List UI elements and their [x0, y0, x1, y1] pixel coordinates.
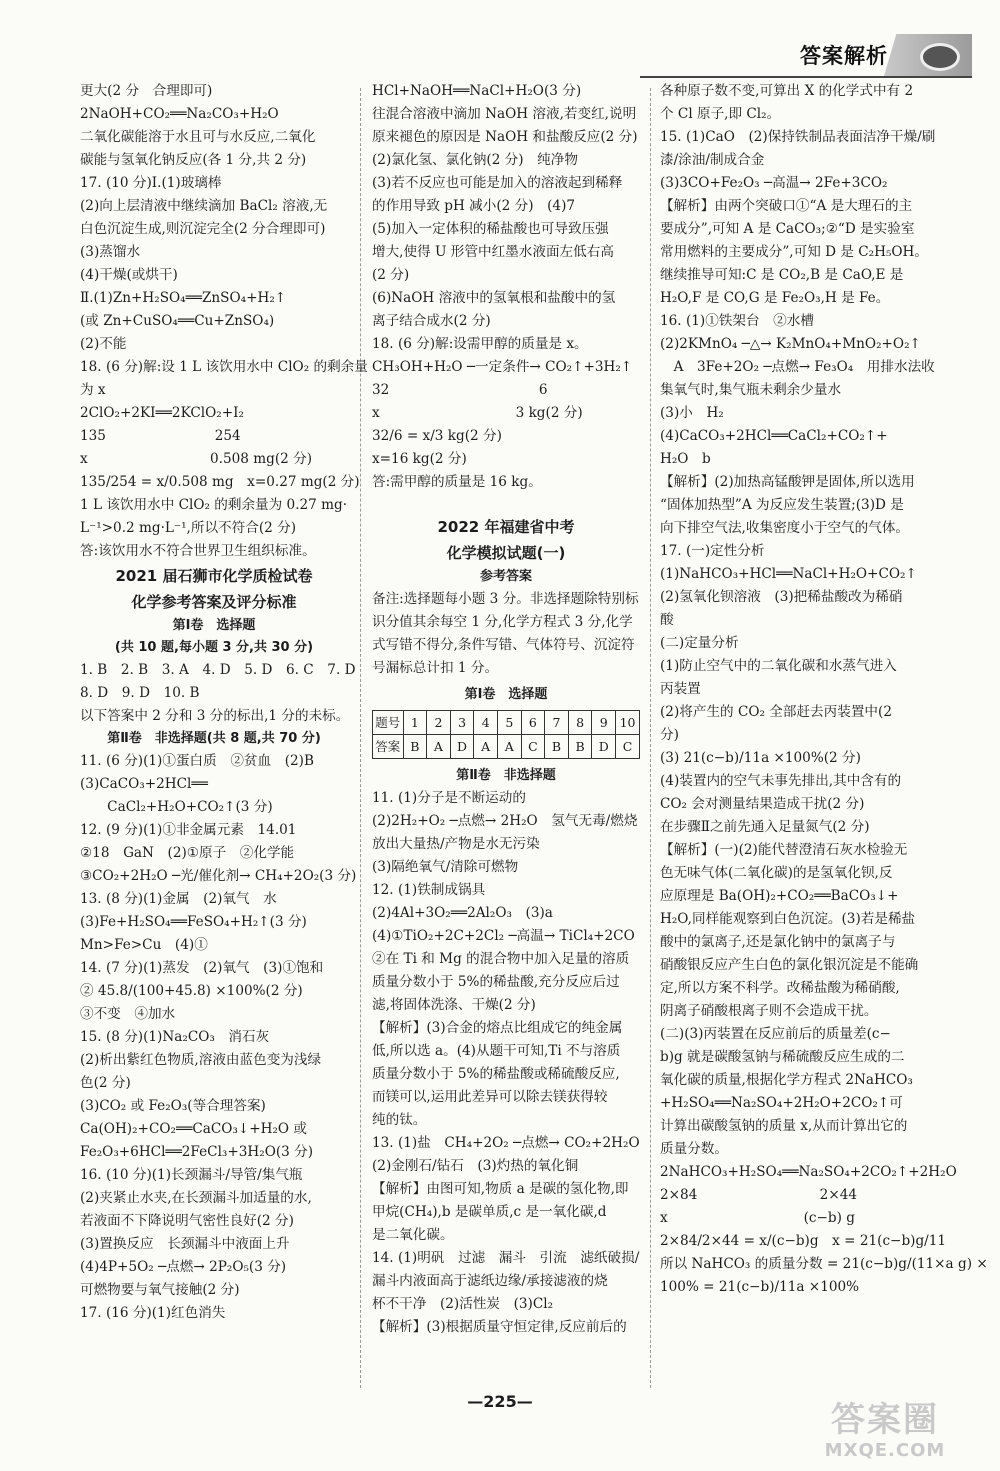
- text-line: ② 45.8/(100+45.8) ×100%(2 分): [80, 983, 303, 999]
- text-line: 向下排空气法,收集密度小于空气的气体。: [660, 520, 910, 536]
- table-head-question: 题号: [373, 711, 404, 735]
- text-line: (4)干燥(或烘干): [80, 267, 178, 283]
- text-line: ③不变 ④加水: [80, 1006, 176, 1022]
- text-line: 色(2 分): [80, 1075, 131, 1091]
- text-line: 12. (1)铁制成锅具: [372, 882, 486, 898]
- answer-cell: D: [592, 735, 616, 759]
- text-line: 1. B 2. B 3. A 4. D 5. D 6. C 7. D: [80, 662, 356, 678]
- text-line: A 3Fe+2O₂ ─点燃→ Fe₃O₄ 用排水法收: [660, 359, 935, 375]
- text-line: Ca(OH)₂+CO₂══CaCO₃↓+H₂O 或: [80, 1121, 307, 1137]
- text-line: 质量分数。: [660, 1141, 728, 1157]
- column-middle-bottom: [372, 787, 640, 1339]
- question-number-cell: 7: [545, 711, 569, 735]
- text-line: H₂O b: [660, 451, 711, 467]
- text-line: (4)装置内的空气未事先排出,其中含有的: [660, 773, 902, 789]
- text-line: (2)4Al+3O₂══2Al₂O₃ (3)a: [372, 905, 553, 921]
- text-line: (5)加入一定体积的稀盐酸也可导致压强: [372, 221, 609, 237]
- text-line: 2NaOH+CO₂══Na₂CO₃+H₂O: [80, 106, 279, 122]
- text-line: 甲烷(CH₄),b 是碳单质,c 是一氧化碳,d: [372, 1204, 607, 1220]
- text-line: 离子结合成水(2 分): [372, 313, 491, 329]
- text-line: (二)(3)丙装置在反应前后的质量差(c−: [660, 1026, 891, 1042]
- text-line: 【解析】(2)加热高锰酸钾是固体,所以选用: [660, 474, 915, 490]
- text-line: 32 6: [372, 382, 548, 398]
- question-number-cell: 2: [427, 711, 451, 735]
- text-line: 8. D 9. D 10. B: [80, 685, 200, 701]
- text-line: 135/254 = x/0.508 mg x=0.27 mg(2 分): [80, 474, 360, 490]
- text-line: x=16 kg(2 分): [372, 451, 467, 467]
- text-line: Fe₂O₃+6HCl══2FeCl₃+3H₂O(3 分): [80, 1144, 314, 1160]
- text-line: 酸: [660, 612, 674, 628]
- text-line: 滤,将固体洗涤、干燥(2 分): [372, 997, 536, 1013]
- text-line: 13. (1)盐 CH₄+2O₂ ─点燃→ CO₂+2H₂O: [372, 1135, 640, 1151]
- text-line: 氧化碳的质量,根据化学方程式 2NaHCO₃: [660, 1072, 913, 1088]
- text-line: 135 254: [80, 428, 241, 444]
- question-number-cell: 10: [616, 711, 640, 735]
- question-number-cell: 9: [592, 711, 616, 735]
- text-line: 100% = 21(c−b)/11a ×100%: [660, 1279, 860, 1295]
- text-line: (4)CaCO₃+2HCl══CaCl₂+CO₂↑+: [660, 428, 888, 444]
- text-line: (3)CaCO₃+2HCl══: [80, 776, 208, 792]
- text-line: (2)氢氧化钡溶液 (3)把稀盐酸改为稀硝: [660, 589, 903, 605]
- text-line: 杯不干净 (2)活性炭 (3)Cl₂: [372, 1296, 554, 1312]
- text-line: (或 Zn+CuSO₄══Cu+ZnSO₄): [80, 313, 275, 329]
- text-line: (共 10 题,每小题 3 分,共 30 分): [114, 640, 314, 655]
- watermark-logo: 答案圈 MXQE.COM: [824, 1400, 946, 1461]
- text-line: (2)金刚石/钻石 (3)灼热的氧化铜: [372, 1158, 579, 1174]
- column-middle-top: [372, 80, 640, 494]
- text-line: Ⅱ.(1)Zn+H₂SO₄══ZnSO₄+H₂↑: [80, 290, 287, 306]
- text-line: (2)不能: [80, 336, 127, 352]
- text-line: 要成分”,可知 A 是 CaCO₃;②“D 是实验室: [660, 221, 915, 237]
- text-line: 应原理是 Ba(OH)₂+CO₂══BaCO₃↓+: [660, 888, 899, 904]
- question-number-cell: 8: [568, 711, 592, 735]
- text-line: 各种原子数不变,可算出 X 的化学式中有 2: [660, 83, 914, 99]
- text-line: Mn>Fe>Cu (4)①: [80, 937, 208, 953]
- text-line: 往混合溶液中滴加 NaOH 溶液,若变红,说明: [372, 106, 637, 122]
- text-line: 常用燃料的主要成分”,可知 D 是 C₂H₅OH。: [660, 244, 929, 260]
- text-line: 【解析】(3)合金的熔点比组成它的纯金属: [372, 1020, 623, 1036]
- text-line: (3)蒸馏水: [80, 244, 141, 260]
- reference-answers-heading: 参考答案: [479, 569, 532, 584]
- text-line: 11. (6 分)(1)①蛋白质 ②贫血 (2)B: [80, 753, 314, 769]
- text-line: 集氧气时,集气瓶未剩余少量水: [660, 382, 842, 398]
- text-line: (2)向上层清液中继续滴加 BaCl₂ 溶液,无: [80, 198, 328, 214]
- text-line: 质量分数小于 5%的稀盐酸或稀硫酸反应,: [372, 1066, 620, 1082]
- page-header: [0, 0, 1000, 80]
- text-line: (3)小 H₂: [660, 405, 724, 421]
- answer-table-question-row: [373, 711, 640, 735]
- exam-subtitle: 化学模拟试题(一): [446, 544, 566, 562]
- text-line: 【解析】(一)(2)能代替澄清石灰水检验无: [660, 842, 908, 858]
- text-line: 二氧化碳能溶于水且可与水反应,二氧化: [80, 129, 316, 145]
- text-line: 所以 NaHCO₃ 的质量分数 = 21(c−b)g/(11×a g) ×: [660, 1256, 988, 1272]
- text-line: 更大(2 分 合理即可): [80, 83, 213, 99]
- text-line: 硝酸银反应产生白色的氯化银沉淀是不能确: [660, 957, 919, 973]
- text-line: H₂O,同样能观察到白色沉淀。(3)若是稀盐: [660, 911, 916, 927]
- question-number-cell: 5: [497, 711, 521, 735]
- text-line: ③CO₂+2H₂O ─光/催化剂→ CH₄+2O₂(3 分): [80, 868, 357, 884]
- question-number-cell: 6: [521, 711, 545, 735]
- text-line: (2)2H₂+O₂ ─点燃→ 2H₂O 氢气无毒/燃烧: [372, 813, 638, 829]
- text-line: 答:该饮用水不符合世界卫生组织标准。: [80, 543, 316, 559]
- text-line: 计算出碳酸氢钠的质量 x,从而计算出它的: [660, 1118, 908, 1134]
- text-line: 个 Cl 原子,即 Cl₂。: [660, 106, 781, 122]
- text-line: 阴离子硝酸根离子则不会造成干扰。: [660, 1003, 878, 1019]
- text-line: (2)夹紧止水夹,在长颈漏斗加适量的水,: [80, 1190, 312, 1206]
- question-number-cell: 4: [474, 711, 498, 735]
- text-line: CaCl₂+H₂O+CO₂↑(3 分): [80, 799, 273, 815]
- text-line: 13. (8 分)(1)金属 (2)氧气 水: [80, 891, 277, 907]
- text-line: (3)3CO+Fe₂O₃ ─高温→ 2Fe+3CO₂: [660, 175, 888, 191]
- table-head-answer: 答案: [373, 735, 404, 759]
- text-line: 继续推导可知:C 是 CO₂,B 是 CaO,E 是: [660, 267, 904, 283]
- exam-title: 2022 年福建省中考: [437, 518, 575, 536]
- column-divider-1: [360, 88, 361, 1388]
- part2-heading: 第Ⅱ卷 非选择题: [456, 768, 556, 783]
- answer-cell: A: [474, 735, 498, 759]
- text-line: 漆/涂油/制成合金: [660, 152, 765, 168]
- text-line: 原来褪色的原因是 NaOH 和盐酸反应(2 分): [372, 129, 638, 145]
- text-line: H₂O,F 是 CO,G 是 Fe₂O₃,H 是 Fe。: [660, 290, 890, 306]
- answer-cell: D: [450, 735, 474, 759]
- header-title: 答案解析: [800, 44, 888, 68]
- text-line: (4)①TiO₂+2C+2Cl₂ ─高温→ TiCl₄+2CO: [372, 928, 635, 944]
- text-line: 2×84 2×44: [660, 1187, 858, 1203]
- text-line: 质量分数小于 5%的稀盐酸,充分反应后过: [372, 974, 620, 990]
- text-line: ②在 Ti 和 Mg 的混合物中加入足量的溶质: [372, 951, 630, 967]
- column-middle: [372, 80, 640, 1339]
- text-line: 增大,使得 U 形管中红墨水液面左低右高: [372, 244, 614, 260]
- page-number: —225—: [467, 1392, 533, 1411]
- text-line: 14. (1)明矾 过滤 漏斗 引流 滤纸破损/: [372, 1250, 640, 1266]
- text-line: CO₂ 会对测量结果造成干扰(2 分): [660, 796, 865, 812]
- text-line: (2)2KMnO₄ ─△→ K₂MnO₄+MnO₂+O₂↑: [660, 336, 921, 352]
- answer-cell: C: [521, 735, 545, 759]
- scoring-note: 备注:选择题每小题 3 分。非选择题除特别标识分值其余每空 1 分,化学方程式 3 分,化学式写错不得分,条件写错、气体符号、沉淀符号漏标总计扣 1 分。: [372, 591, 639, 676]
- text-line: 为 x: [80, 382, 106, 398]
- text-line: (1)防止空气中的二氧化碳和水蒸气进入: [660, 658, 897, 674]
- text-line: 2NaHCO₃+H₂SO₄══Na₂SO₄+2CO₂↑+2H₂O: [660, 1164, 957, 1180]
- answer-cell: B: [568, 735, 592, 759]
- text-line: 15. (8 分)(1)Na₂CO₃ 消石灰: [80, 1029, 270, 1045]
- text-line: 【解析】由两个突破口①“A 是大理石的主: [660, 198, 913, 214]
- text-line: (4)4P+5O₂ ─点燃→ 2P₂O₅(3 分): [80, 1259, 287, 1275]
- text-line: 漏斗内液面高于滤纸边缘/承接滤液的烧: [372, 1273, 608, 1289]
- text-line: 以下答案中 2 分和 3 分的标出,1 分的未标。: [80, 708, 350, 724]
- text-line: 第Ⅱ卷 非选择题(共 8 题,共 70 分): [107, 731, 321, 746]
- text-line: 碳能与氢氧化钠反应(各 1 分,共 2 分): [80, 152, 307, 168]
- text-line: CH₃OH+H₂O ─一定条件→ CO₂↑+3H₂↑: [372, 359, 633, 375]
- text-line: 2ClO₂+2KI══2KClO₂+I₂: [80, 405, 244, 421]
- text-line: 17. (16 分)(1)红色消失: [80, 1305, 226, 1321]
- text-line: b)g 就是碳酸氢钠与稀硫酸反应生成的二: [660, 1049, 905, 1065]
- text-line: (1)NaHCO₃+HCl══NaCl+H₂O+CO₂↑: [660, 566, 917, 582]
- question-number-cell: 1: [403, 711, 427, 735]
- text-line: (3)置换反应 长颈漏斗中液面上升: [80, 1236, 290, 1252]
- text-line: 酸中的氯离子,还是氯化钠中的氯离子与: [660, 934, 896, 950]
- text-line: 而镁可以,运用此差异可以除去镁获得较: [372, 1089, 608, 1105]
- text-line: x 0.508 mg(2 分): [80, 451, 313, 467]
- answer-cell: B: [545, 735, 569, 759]
- text-line: (2)将产生的 CO₂ 全部赶去丙装置中(2: [660, 704, 892, 720]
- text-line: 第Ⅰ卷 选择题: [172, 618, 256, 633]
- text-line: x (c−b) g: [660, 1210, 855, 1226]
- text-line: x 3 kg(2 分): [372, 405, 583, 421]
- header-rule: [640, 76, 972, 78]
- text-line: 在步骤Ⅱ之前先通入足量氮气(2 分): [660, 819, 870, 835]
- text-line: (3)若不反应也可能是加入的溶液起到稀释: [372, 175, 623, 191]
- text-line: 2×84/2×44 = x/(c−b)g x = 21(c−b)g/11: [660, 1233, 947, 1249]
- text-line: 12. (9 分)(1)①非金属元素 14.01: [80, 822, 297, 838]
- text-line: 【解析】由图可知,物质 a 是碳的氢化物,即: [372, 1181, 629, 1197]
- part1-heading: 第Ⅰ卷 选择题: [464, 687, 548, 702]
- text-line: 白色沉淀生成,则沉淀完全(2 分合理即可): [80, 221, 326, 237]
- header-eye-icon: [884, 34, 972, 76]
- text-line: 18. (6 分)解:设 1 L 该饮用水中 ClO₂ 的剩余量: [80, 359, 368, 375]
- text-line: (3) 21(c−b)/11a ×100%(2 分): [660, 750, 861, 766]
- text-line: 色无味气体(二氧化碳)的是氢氧化钡,反: [660, 865, 893, 881]
- text-line: 低,所以选 a。(4)从题干可知,Ti 不与溶质: [372, 1043, 621, 1059]
- text-line: 18. (6 分)解:设需甲醇的质量是 x。: [372, 336, 588, 352]
- text-line: 15. (1)CaO (2)保持铁制品表面洁净干燥/刷: [660, 129, 936, 145]
- text-line: 32/6 = x/3 kg(2 分): [372, 428, 502, 444]
- text-line: HCl+NaOH══NaCl+H₂O(3 分): [372, 83, 582, 99]
- answer-table: [372, 710, 640, 759]
- text-line: 16. (10 分)(1)长颈漏斗/导管/集气瓶: [80, 1167, 303, 1183]
- text-line: 11. (1)分子是不断运动的: [372, 790, 526, 806]
- text-line: (3)隔绝氧气/清除可燃物: [372, 859, 519, 875]
- text-line: 2021 届石狮市化学质检试卷: [115, 567, 313, 585]
- text-line: (6)NaOH 溶液中的氢氧根和盐酸中的氢: [372, 290, 616, 306]
- text-line: (2)析出紫红色物质,溶液由蓝色变为浅绿: [80, 1052, 322, 1068]
- text-line: ②18 GaN (2)①原子 ②化学能: [80, 845, 295, 861]
- text-line: L⁻¹>0.2 mg·L⁻¹,所以不符合(2 分): [80, 520, 297, 536]
- text-line: 【解析】(3)根据质量守恒定律,反应前后的: [372, 1319, 627, 1335]
- text-line: 纯的钛。: [372, 1112, 427, 1128]
- text-line: 是二氧化碳。: [372, 1227, 454, 1243]
- text-line: 16. (1)①铁架台 ②水槽: [660, 313, 814, 329]
- text-line: 定,所以方案不科学。改稀盐酸为稀硝酸,: [660, 980, 900, 996]
- text-line: 17. (10 分)Ⅰ.(1)玻璃棒: [80, 175, 222, 191]
- text-line: 14. (7 分)(1)蒸发 (2)氧气 (3)①饱和: [80, 960, 324, 976]
- text-line: (2)氯化氢、氯化钠(2 分) 纯净物: [372, 152, 578, 168]
- question-number-cell: 3: [450, 711, 474, 735]
- text-line: 分): [660, 727, 679, 743]
- column-divider-2: [650, 88, 651, 1388]
- answer-cell: B: [403, 735, 427, 759]
- column-right: [660, 80, 988, 1299]
- text-line: 17. (一)定性分析: [660, 543, 765, 559]
- text-line: 若液面不下降说明气密性良好(2 分): [80, 1213, 294, 1229]
- text-line: (3)Fe+H₂SO₄══FeSO₄+H₂↑(3 分): [80, 914, 307, 930]
- text-line: 的作用导致 pH 减小(2 分) (4)7: [372, 198, 576, 214]
- text-line: (2 分): [372, 267, 410, 283]
- answer-table-answer-row: [373, 735, 640, 759]
- answer-cell: A: [427, 735, 451, 759]
- text-line: 放出大量热/产物是水无污染: [372, 836, 540, 852]
- text-line: “固体加热型”A 为反应发生装置;(3)D 是: [660, 497, 904, 513]
- answer-cell: C: [616, 735, 640, 759]
- text-line: 可燃物要与氧气接触(2 分): [80, 1282, 240, 1298]
- text-line: +H₂SO₄══Na₂SO₄+2H₂O+2CO₂↑可: [660, 1095, 903, 1111]
- text-line: (3)CO₂ 或 Fe₂O₃(等合理答案): [80, 1098, 266, 1114]
- text-line: 丙装置: [660, 681, 701, 697]
- column-left: [80, 80, 368, 1325]
- text-line: 答:需甲醇的质量是 16 kg。: [372, 474, 542, 490]
- text-line: 1 L 该饮用水中 ClO₂ 的剩余量为 0.27 mg·: [80, 497, 348, 513]
- answer-cell: A: [497, 735, 521, 759]
- text-line: 化学参考答案及评分标准: [131, 593, 297, 611]
- text-line: (二)定量分析: [660, 635, 739, 651]
